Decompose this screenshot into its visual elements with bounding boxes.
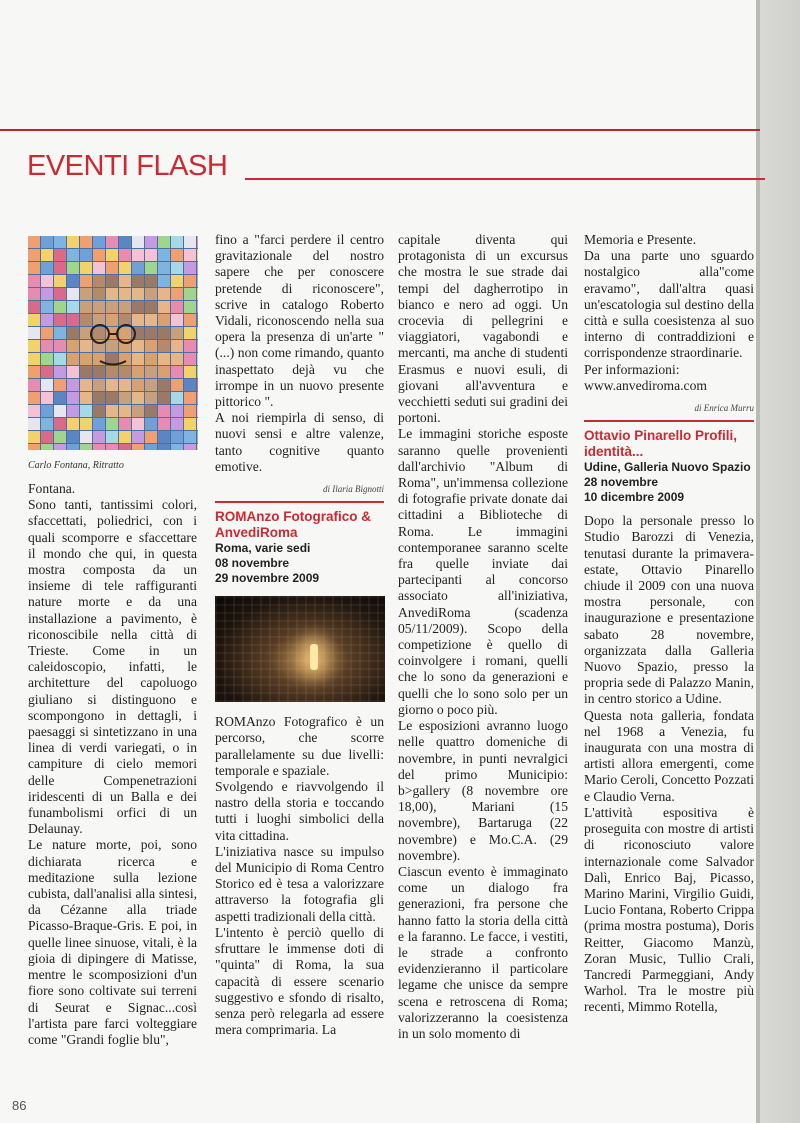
column-2 xyxy=(215,232,384,1038)
paragraph: Sono tanti, tantissimi colori, sfaccettati, poliedrici, con i quali scomporre e sfaccettare il mondo che qui, in questa mostra composta da un insieme di tele raffiguranti nature morte e da una installazione a pavimento, è riconoscibile nella città di Trieste. Come in un caleidoscopio, infatti, le architetture del capoluogo giuliano si distinguono e scompongono in dettagli, i paesaggi si sintetizzano in una linea di verdi variegati, o in campiture di cielo memori delle Compenetrazioni iridescenti di un Balla e dei funambolismi orfici di un Delaunay. xyxy=(28,497,197,837)
exhibition-photo xyxy=(215,596,385,702)
paragraph: Ciascun evento è immaginato come un dialogo fra generazioni, fra persone che hanno fatto la storia della città e la faranno. Le facce, i vestiti, le strade a confronto evidenzieranno il particolare legame che unisce da sempre scena e retroscena di Roma; valorizzeranno la coesistenza in un solo momento di xyxy=(398,863,568,1041)
byline: di Ilaria Bignotti xyxy=(322,484,384,495)
paragraph: Memoria e Presente. xyxy=(584,232,697,247)
paragraph: Le immagini storiche esposte saranno quelle provenienti dall'archivio "Album di Roma", un'immensa collezione di fotografie private donate dai cittadini a Biblioteche di Roma. Le immagini contemporanee saranno scelte fra quelle inviate dai partecipanti al concorso associato all'iniziativa, AnvediRoma (scadenza 05/11/2009). Scopo della competizione è quello di coinvolgere i romani, quelli che lo sono da generazioni e quelli che lo sono solo per un giorno o poco più. xyxy=(398,426,568,717)
top-rule xyxy=(0,129,760,131)
portrait-mosaic-image xyxy=(28,236,198,450)
paragraph: Fontana. xyxy=(28,481,76,496)
column-3 xyxy=(398,232,568,1042)
column-4 xyxy=(584,232,754,1016)
paragraph: fino a "farci perdere il centro gravitazionale del nostro sapere che per conoscere pretende di riconoscere", scrive in catalogo Roberto Vidali, riconoscendo nella sua opera la presenza di un'arte "(...) non come rimando, quanto inaspettato dejà vu che irrompe in un nuovo presente pittorico ". xyxy=(215,232,384,410)
paragraph: L'iniziativa nasce su impulso del Municipio di Roma Centro Storico ed è tesa a valorizzare attraverso la fotografia gli aspetti tradizionali della città. xyxy=(215,843,384,924)
paragraph: Svolgendo e riavvolgendo il nastro della storia e toccando tutti i luoghi simbolici della vita cittadina. xyxy=(215,779,384,843)
section-title: EVENTI FLASH xyxy=(27,150,228,182)
painting-photo xyxy=(28,236,198,450)
paragraph: ROMAnzo Fotografico è un percorso, che scorre parallelamente su due livelli: temporale e spaziale. xyxy=(215,714,384,778)
byline: di Enrica Murru xyxy=(694,403,754,414)
column-1 xyxy=(28,481,197,1048)
paragraph: Questa nota galleria, fondata nel 1968 a Venezia, fu inaugurata con una mostra di artisti allora emergenti, come Mario Ceroli, Concetto Pozzati e Claudio Verna. xyxy=(584,707,754,804)
paragraph: www.anvediroma.com xyxy=(584,377,707,393)
article-date-end: 29 novembre 2009 xyxy=(215,571,320,586)
photo-caption: Carlo Fontana, Ritratto xyxy=(28,460,124,471)
paragraph: Le esposizioni avranno luogo nelle quattro domeniche di novembre, in punti nevralgici del primo Municipio: b>gallery (8 novembre ore 18,00), Mariani (15 novembre), Bartaruga (22 novembre) e Mo.C.A. (29 novembre). xyxy=(398,718,568,863)
paragraph: Dopo la personale presso lo Studio Barozzi di Venezia, tenutasi durante la primavera-estate, Ottavio Pinarello chiude il 2009 con una nuova mostra personale, con inaugurazione e presentazione sabato 28 novembre, organizzata dalla Galleria Nuovo Spazio, presso la propria sede di Palazzo Manin, in centro storico a Udine. xyxy=(584,513,754,707)
article-place: Udine, Galleria Nuovo Spazio xyxy=(584,460,751,475)
article-date-end: 10 dicembre 2009 xyxy=(584,490,685,505)
paragraph: Le nature morte, poi, sono dichiarata ricerca e meditazione sulla lezione cubista, dall'analisi alla sintesi, da Cézanne alla triade Picasso-Braque-Gris. E poi, in quelle linee sinuose, vitali, è la gioia di dipingere di Matisse, mentre le scomposizioni d'un fiore sono coltivate sui terreni di Seurat e Signac...così l'artista pare farci volteggiare come "Grandi foglie blu", xyxy=(28,837,197,1047)
article-place: Roma, varie sedi xyxy=(215,541,311,556)
photo-texture xyxy=(215,596,385,702)
article-date-start: 28 novembre xyxy=(584,475,659,490)
article-title: Ottavio Pinarello Profili, identità... xyxy=(584,428,738,460)
page-number: 86 xyxy=(12,1098,27,1113)
paragraph: L'intento è perciò quello di sfruttare le immense doti di "quinta" di Roma, la sua capacità di essere scenario suggestivo e sfondo di risalto, senza però relegarla ad essere mera comprimaria. La xyxy=(215,924,384,1038)
article-title: ROMAnzo Fotografico & AnvediRoma xyxy=(215,509,371,541)
paragraph: capitale diventa qui protagonista di un excursus che mostra le sue strade dai tempi del dagherrotipo in bianco e nero ad oggi. Un crocevia di pellegrini e viaggiatori, vagabondi e mercanti, ma anche di studenti Erasmus e nuovi esuli, di giovani all'avventura e vecchietti seduti sui gradini dei portoni. xyxy=(398,232,568,426)
paragraph: L'attività espositiva è proseguita con mostre di artisti di riconosciuto valore internazionale come Salvador Dalì, Enrico Baj, Picasso, Marino Marini, Virgilio Guidi, Lucio Fontana, Roberto Crippa (prima mostra postuma), Doris Reitter, Giacomo Manzù, Zoran Music, Tullio Crali, Tancredi Parmeggiani, Andy Warhol. Tra le mostre più recenti, Mimmo Rotella, xyxy=(584,804,754,1015)
paragraph: Da una parte uno sguardo nostalgico alla"come eravamo", dall'altra quasi un'escatologia sul destino della città e sulla coesistenza al suo interno di contraddizioni e corrispondenze straordinarie. xyxy=(584,248,754,361)
paragraph: A noi riempirla di senso, di nuovi sensi e altre valenze, tanto cognitive quanto emotive. xyxy=(215,410,384,474)
next-page-edge xyxy=(760,0,800,1123)
candle-light xyxy=(310,644,318,670)
article-divider xyxy=(215,501,384,503)
header-rule xyxy=(245,178,765,180)
article-divider xyxy=(584,420,754,422)
article-date-start: 08 novembre xyxy=(215,556,290,571)
paragraph: Per informazioni: xyxy=(584,361,680,377)
